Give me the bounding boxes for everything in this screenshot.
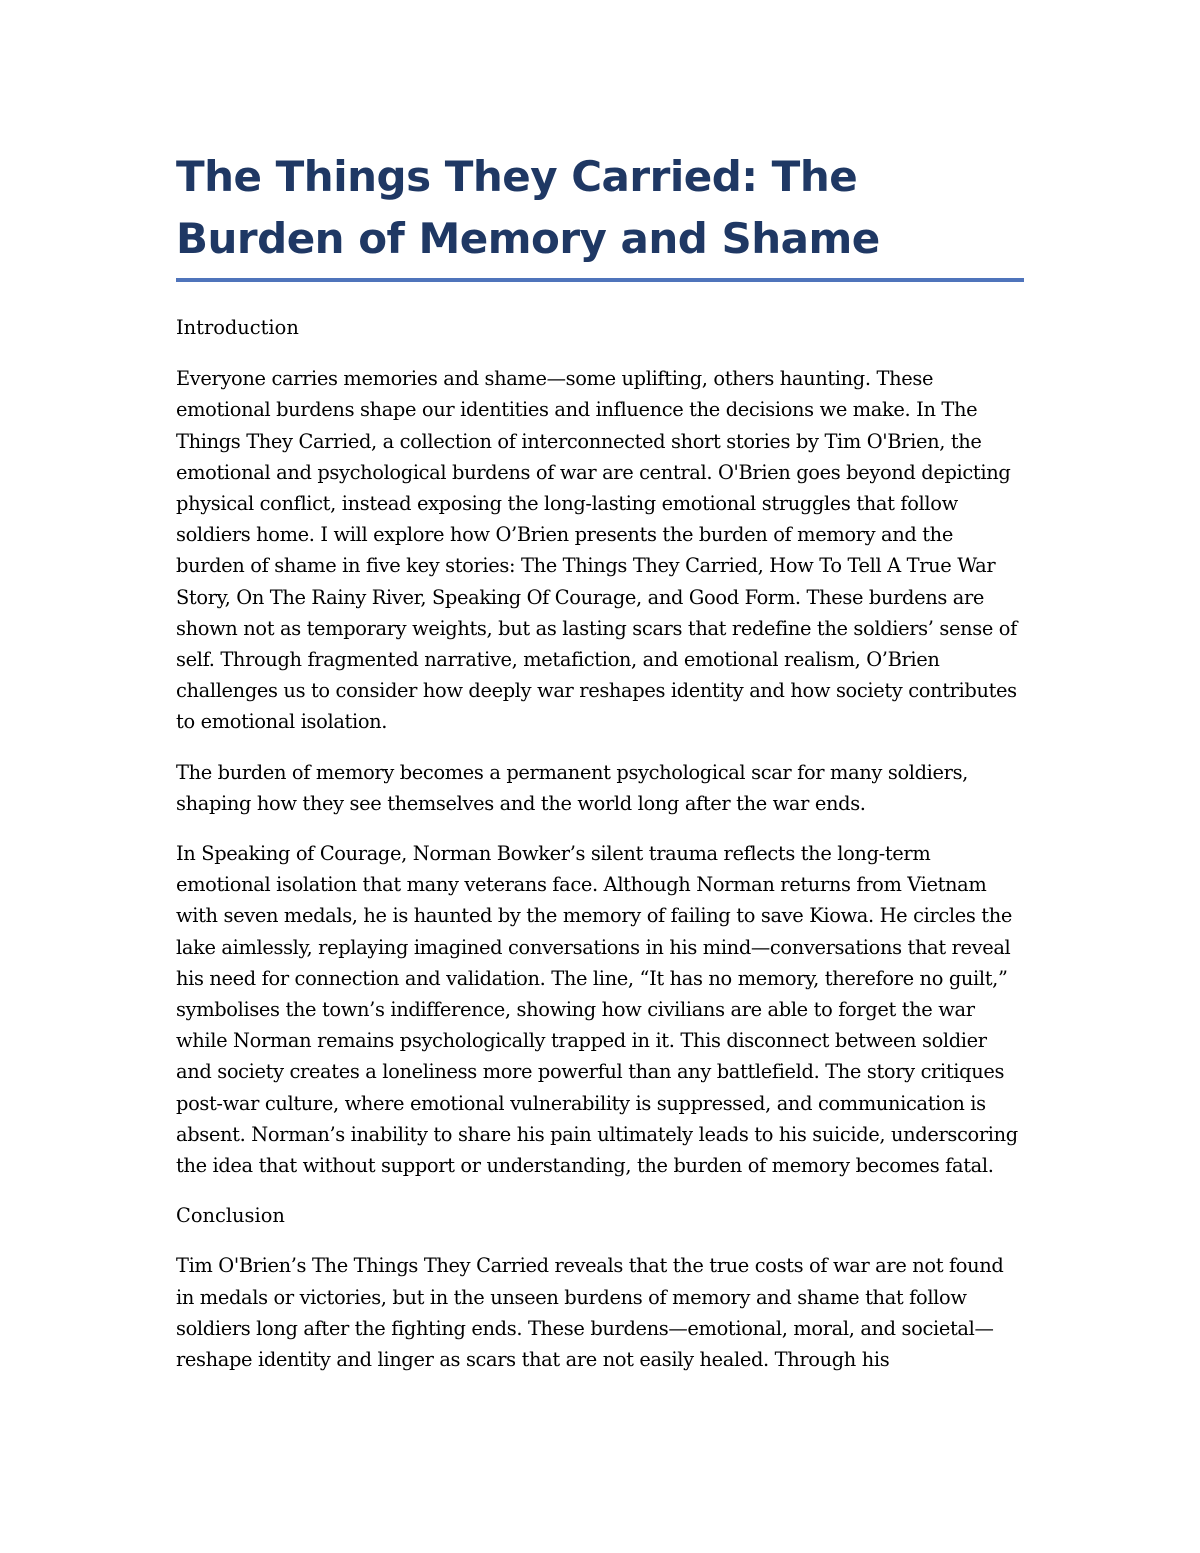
introduction-heading: Introduction — [176, 316, 299, 339]
conclusion-paragraph: Tim O'Brien’s The Things They Carried reveals that the true costs of war are not found in medals or victories, but in the unseen burdens of memory and shame that follow soldiers long after the fighting ends. These burdens—emotional, moral, and societal—reshape identity and linger as scars that are not easily healed. Through his — [176, 1254, 1004, 1372]
document-title: The Things They Carried: The Burden of Memory and Shame — [176, 146, 1024, 282]
memory-paragraph: The burden of memory becomes a permanent psychological scar for many soldiers, shaping how they see themselves and the world long after the war ends. — [176, 760, 968, 815]
speaking-of-courage-paragraph: In Speaking of Courage, Norman Bowker’s silent trauma reflects the long-term emotional isolation that many veterans face. Although Norman returns from Vietnam with seven medals, he is haunted by the memory of failing to save Kiowa. He circles the lake aimlessly, replaying imagined conversations in his mind—conversations that reveal his need for connection and validation. The line, “It has no memory, therefore no guilt,” symbolises the town’s indifference, showing how civilians are able to forget the war while Norman remains psychologically trapped in it. This disconnect between soldier and society creates a loneliness more powerful than any battlefield. The story critiques post-war culture, where emotional vulnerability is suppressed, and communication is absent. Norman’s inability to share his pain ultimately leads to his suicide, underscoring the idea that without support or understanding, the burden of memory becomes fatal. — [176, 842, 1018, 1178]
conclusion-heading: Conclusion — [176, 1204, 285, 1228]
document-content — [176, 146, 1024, 1394]
introduction-paragraph: Everyone carries memories and shame—some uplifting, others haunting. These emotional burdens shape our identities and influence the decisions we make. In The Things They Carried, a collection of interconnected short stories by Tim O'Brien, the emotional and psychological burdens of war are central. O'Brien goes beyond depicting physical conflict, instead exposing the long-lasting emotional struggles that follow soldiers home. I will explore how O’Brien presents the burden of memory and the burden of shame in five key stories: The Things They Carried, How To Tell A True War Story, On The Rainy River, Speaking Of Courage, and Good Form. These burdens are shown not as temporary weights, but as lasting scars that redefine the soldiers’ sense of self. Through fragmented narrative, metafiction, and emotional realism, O’Brien challenges us to consider how deeply war reshapes identity and how society contributes to emotional isolation. — [176, 367, 1017, 734]
